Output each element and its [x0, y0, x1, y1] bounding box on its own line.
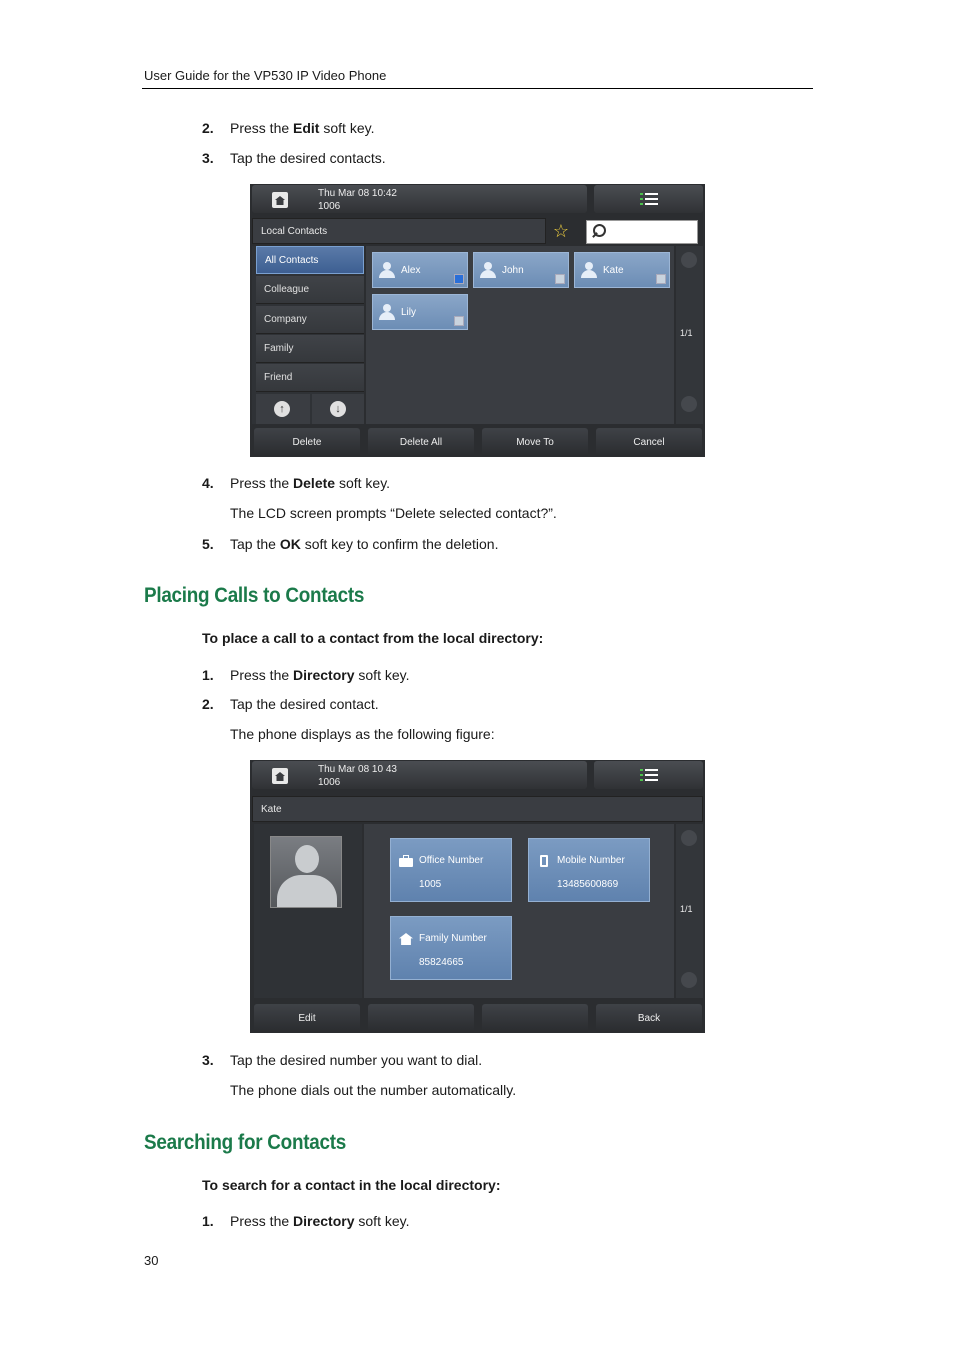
contact-name: Lily	[401, 307, 417, 318]
favorite-star-icon[interactable]: ☆	[552, 221, 570, 241]
person-icon	[480, 262, 496, 278]
number-value: 1005	[419, 879, 442, 890]
softkey-bar	[250, 428, 705, 457]
contact-photo-panel	[254, 824, 362, 998]
step-text: Tap the desired number you want to dial.	[230, 1052, 483, 1068]
person-icon	[581, 262, 597, 278]
step-text: Press the Edit soft key.	[230, 120, 375, 136]
category-company[interactable]: Company	[256, 306, 364, 334]
menu-button[interactable]	[594, 185, 703, 213]
category-family[interactable]: Family	[256, 335, 364, 363]
step-number: 1.	[202, 1213, 214, 1229]
page-up-icon[interactable]	[681, 252, 697, 268]
arrow-up-icon: ↑	[274, 401, 290, 417]
home-icon[interactable]	[266, 765, 294, 787]
avatar	[270, 836, 342, 908]
screen-title-bar	[252, 796, 703, 822]
step-number: 5.	[202, 536, 214, 552]
page-indicator: 1/1	[680, 328, 693, 338]
number-label: Family Number	[419, 933, 487, 944]
screen-title-bar	[252, 218, 546, 244]
move-to-softkey[interactable]: Move To	[482, 428, 588, 456]
checkbox-checked[interactable]	[454, 274, 464, 284]
category-list	[252, 246, 364, 424]
empty-softkey[interactable]	[482, 1004, 588, 1032]
header-rule	[142, 88, 813, 89]
menu-list-icon	[640, 769, 658, 783]
page-up-icon[interactable]	[681, 830, 697, 846]
step-text: Press the Directory soft key.	[230, 667, 410, 683]
house-icon	[399, 933, 413, 945]
office-number-tile[interactable]	[390, 838, 512, 902]
page-scroller	[676, 246, 703, 424]
procedure-title: To place a call to a contact from the local directory:	[202, 630, 544, 646]
contact-tile[interactable]	[372, 294, 468, 330]
checkbox[interactable]	[454, 316, 464, 326]
category-friend[interactable]: Friend	[256, 364, 364, 392]
step-text: Press the Delete soft key.	[230, 475, 391, 491]
category-all-contacts[interactable]: All Contacts	[256, 246, 364, 274]
step-note: The LCD screen prompts “Delete selected contact?”.	[230, 505, 557, 521]
step-number: 4.	[202, 475, 214, 491]
status-info: Thu Mar 08 10 43 1006	[318, 764, 397, 788]
person-icon	[379, 304, 395, 320]
scroll-down-button[interactable]	[312, 394, 364, 424]
step-number: 3.	[202, 1052, 214, 1068]
delete-all-softkey[interactable]: Delete All	[368, 428, 474, 456]
number-label: Mobile Number	[557, 855, 625, 866]
checkbox[interactable]	[555, 274, 565, 284]
phone-screenshot-contact-detail	[250, 760, 705, 1033]
contact-tile[interactable]	[473, 252, 569, 288]
status-info: Thu Mar 08 10:42 1006	[318, 188, 397, 212]
contact-tile[interactable]	[574, 252, 670, 288]
section-heading: Searching for Contacts	[144, 1131, 347, 1154]
step-text: Tap the OK soft key to confirm the deletion.	[230, 536, 499, 552]
step-text: Tap the desired contacts.	[230, 150, 386, 166]
screen-title: Kate	[261, 804, 282, 815]
contacts-grid	[366, 246, 674, 424]
contact-name: John	[502, 265, 524, 276]
phone-screenshot-local-contacts	[250, 184, 705, 457]
cancel-softkey[interactable]: Cancel	[596, 428, 702, 456]
page-down-icon[interactable]	[681, 972, 697, 988]
checkbox[interactable]	[656, 274, 666, 284]
screen-title: Local Contacts	[261, 226, 328, 237]
number-value: 13485600869	[557, 879, 619, 890]
step-number: 3.	[202, 150, 214, 166]
step-number: 2.	[202, 696, 214, 712]
home-icon[interactable]	[266, 189, 294, 211]
step-text: Tap the desired contact.	[230, 696, 379, 712]
mobile-phone-icon	[537, 855, 551, 867]
status-bar	[252, 761, 587, 789]
arrow-down-icon: ↓	[330, 401, 346, 417]
page-scroller	[676, 824, 703, 998]
scroll-up-button[interactable]	[256, 394, 310, 424]
contact-tile[interactable]	[372, 252, 468, 288]
page-down-icon[interactable]	[681, 396, 697, 412]
family-number-tile[interactable]	[390, 916, 512, 980]
section-heading: Placing Calls to Contacts	[144, 584, 365, 607]
delete-softkey[interactable]: Delete	[254, 428, 360, 456]
step-number: 1.	[202, 667, 214, 683]
page-indicator: 1/1	[680, 904, 693, 914]
step-note: The phone dials out the number automatically.	[230, 1082, 517, 1098]
menu-button[interactable]	[594, 761, 703, 789]
menu-list-icon	[640, 193, 658, 207]
running-header: User Guide for the VP530 IP Video Phone	[144, 68, 387, 83]
category-colleague[interactable]: Colleague	[256, 276, 364, 304]
step-number: 2.	[202, 120, 214, 136]
status-bar	[252, 185, 587, 213]
page-number: 30	[144, 1253, 159, 1268]
step-text: Press the Directory soft key.	[230, 1213, 410, 1229]
search-input[interactable]	[586, 220, 698, 244]
procedure-title: To search for a contact in the local directory:	[202, 1177, 501, 1193]
back-softkey[interactable]: Back	[596, 1004, 702, 1032]
edit-softkey[interactable]: Edit	[254, 1004, 360, 1032]
empty-softkey[interactable]	[368, 1004, 474, 1032]
contact-name: Alex	[401, 265, 421, 276]
softkey-bar	[250, 1004, 705, 1033]
mobile-number-tile[interactable]	[528, 838, 650, 902]
number-label: Office Number	[419, 855, 484, 866]
number-value: 85824665	[419, 957, 464, 968]
contact-name: Kate	[603, 265, 624, 276]
number-grid	[364, 824, 674, 998]
briefcase-icon	[399, 855, 413, 867]
person-icon	[379, 262, 395, 278]
step-note: The phone displays as the following figure:	[230, 726, 495, 742]
